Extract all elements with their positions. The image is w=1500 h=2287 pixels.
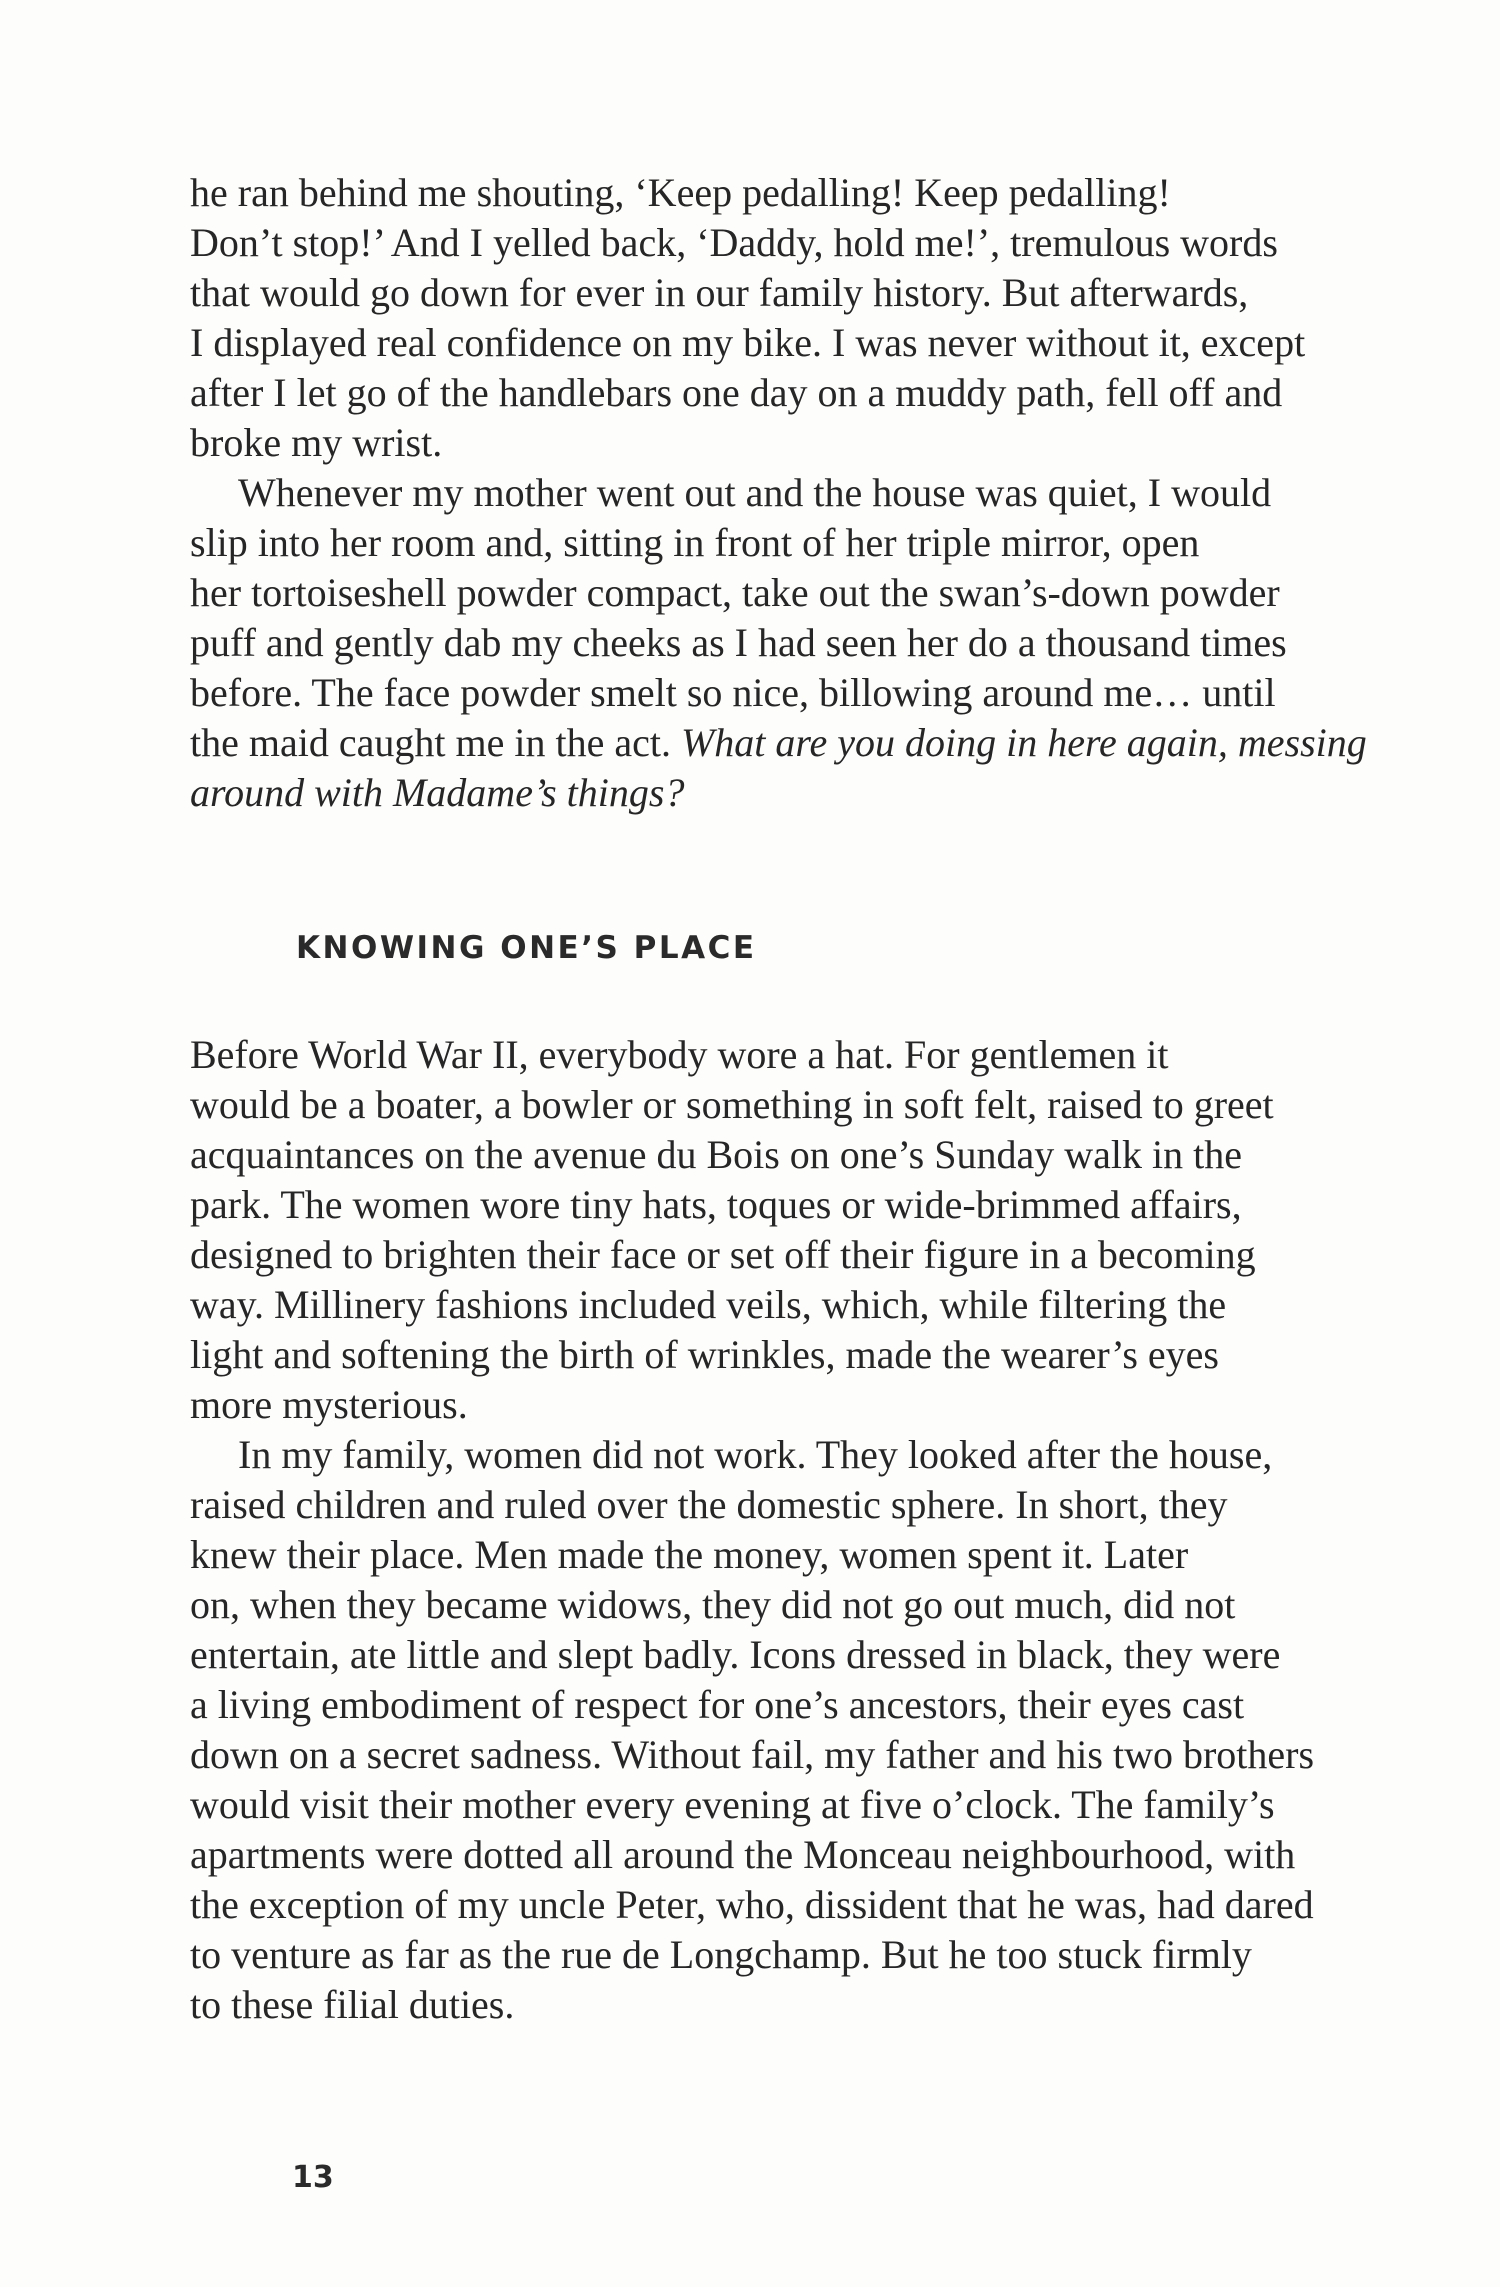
text-line: In my family, women did not work. They looked after the house, [238, 1432, 1273, 1477]
paragraph [190, 468, 1367, 818]
text-line: slip into her room and, sitting in front of her triple mirror, open [190, 520, 1200, 565]
text-line: apartments were dotted all around the Monceau neighbourhood, with [190, 1832, 1296, 1877]
text-line: he ran behind me shouting, ‘Keep pedalling! Keep pedalling! [190, 170, 1171, 215]
text-line-mixed [190, 718, 1367, 768]
paragraph [190, 168, 1340, 468]
text-line: park. The women wore tiny hats, toques or wide-brimmed affairs, [190, 1182, 1242, 1227]
text-line: Don’t stop!’ And I yelled back, ‘Daddy, hold me!’, tremulous words [190, 220, 1278, 265]
text-line: light and softening the birth of wrinkles, made the wearer’s eyes [190, 1332, 1219, 1377]
paragraph [190, 1430, 1340, 2030]
text-line: a living embodiment of respect for one’s ancestors, their eyes cast [190, 1682, 1245, 1727]
text-block-top [190, 168, 1367, 818]
text-line: to venture as far as the rue de Longchamp. But he too stuck firmly [190, 1932, 1252, 1977]
italic-text: What are you doing in here again, messing [680, 720, 1367, 765]
text-line: puff and gently dab my cheeks as I had seen her do a thousand times [190, 620, 1287, 665]
text-line: to these filial duties. [190, 1982, 515, 2027]
text-line: way. Millinery fashions included veils, which, while filtering the [190, 1282, 1227, 1327]
text-line: after I let go of the handlebars one day on a muddy path, fell off and [190, 370, 1283, 415]
section-heading: KNOWING ONE’S PLACE [296, 930, 757, 966]
page-number: 13 [292, 2160, 334, 2195]
text-line: I displayed real confidence on my bike. I was never without it, except [190, 320, 1306, 365]
roman-text: the maid caught me in the act. [190, 720, 681, 765]
text-line: Whenever my mother went out and the house was quiet, I would [238, 470, 1272, 515]
text-line: designed to brighten their face or set off their figure in a becoming [190, 1232, 1256, 1277]
text-line: on, when they became widows, they did not go out much, did not [190, 1582, 1236, 1627]
text-line: knew their place. Men made the money, women spent it. Later [190, 1532, 1189, 1577]
text-line: acquaintances on the avenue du Bois on one’s Sunday walk in the [190, 1132, 1242, 1177]
text-line: would visit their mother every evening at five o’clock. The family’s [190, 1782, 1275, 1827]
text-line: broke my wrist. [190, 420, 443, 465]
paragraph [190, 1030, 1340, 1430]
text-line-italic: around with Madame’s things? [190, 770, 685, 815]
text-line: her tortoiseshell powder compact, take out the swan’s-down powder [190, 570, 1280, 615]
text-line: the exception of my uncle Peter, who, dissident that he was, had dared [190, 1882, 1314, 1927]
text-line: Before World War II, everybody wore a hat. For gentlemen it [190, 1032, 1169, 1077]
text-block-bottom [190, 1030, 1340, 2030]
text-line: that would go down for ever in our family history. But afterwards, [190, 270, 1249, 315]
text-line: before. The face powder smelt so nice, billowing around me… until [190, 670, 1276, 715]
text-line: entertain, ate little and slept badly. Icons dressed in black, they were [190, 1632, 1281, 1677]
text-line: would be a boater, a bowler or something in soft felt, raised to greet [190, 1082, 1274, 1127]
text-line: down on a secret sadness. Without fail, my father and his two brothers [190, 1732, 1315, 1777]
text-line: more mysterious. [190, 1382, 468, 1427]
text-line: raised children and ruled over the domestic sphere. In short, they [190, 1482, 1228, 1527]
